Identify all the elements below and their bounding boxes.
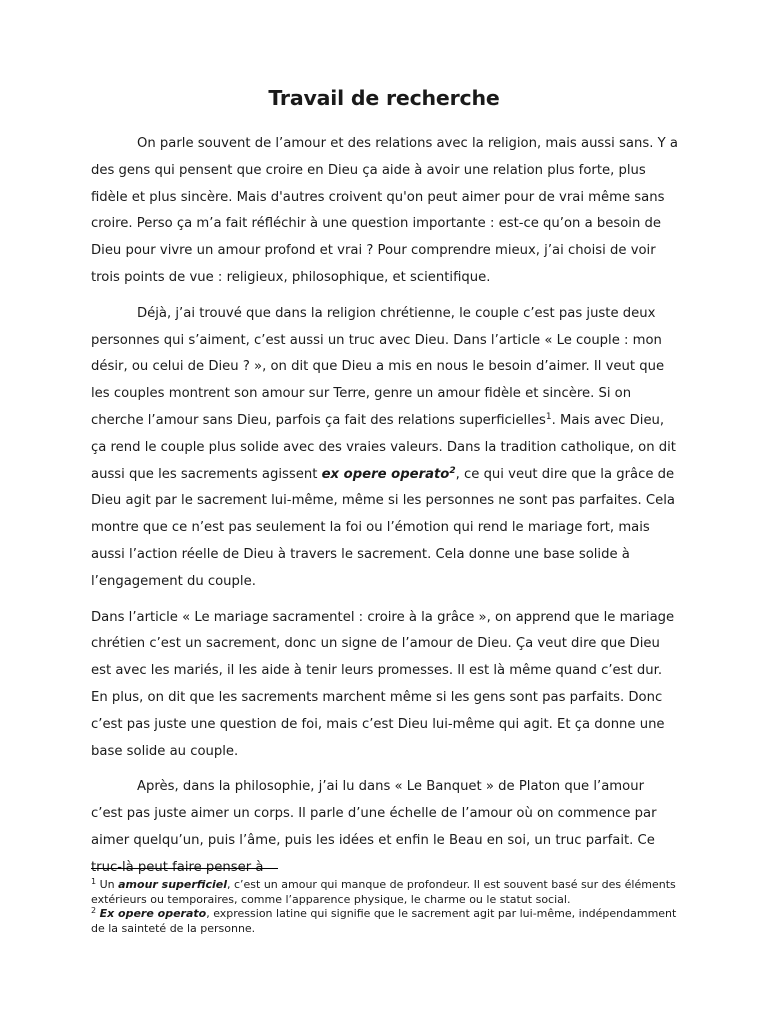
footnote-marker: 2 [91,906,97,915]
text-run: , c’est un amour qui manque de profondeur. Il est souvent basé sur des éléments extérieurs ou temporaires, comme l’apparence physique, le charme ou le statut social. [91,878,676,906]
emphasized-term: Ex opere operato [99,907,207,920]
text-run: Déjà, j’ai trouvé que dans la religion chrétienne, le couple c’est pas juste deux personnes qui s’aiment, c’est aussi un truc avec Dieu. Dans l’article « Le couple : mon désir, ou celui de Dieu ? », on dit que Dieu a mis en nous le besoin d’aimer. Il veut que les couples montrent son amour sur Terre, genre un amour fidèle et sincère. Si on cherche l’amour sans Dieu, parfois ça fait des relations superficielles [91,305,665,428]
text-run: Dans l’article « Le mariage sacramentel : croire à la grâce », on apprend que le mariage chrétien c’est un sacrement, donc un signe de l’amour de Dieu. Ça veut dire que Dieu est avec les mariés, il les aide à tenir leurs promesses. Il est là même quand c’est dur. En plus, on dit que les sacrements marchent même si les gens sont pas parfaits. Donc c’est pas juste une question de foi, mais c’est Dieu lui-même qui agit. Et ça donne une base solide au couple. [91,609,675,759]
paragraph-sacramental-marriage [91,605,679,766]
footnote-marker: 1 [545,411,552,422]
text-run: Après, dans la philosophie, j’ai lu dans « Le Banquet » de Platon que l’amour c’est pas juste aimer un corps. Il parle d’une échelle de l’amour où on commence par aimer quelqu’un, puis l’âme, puis les idées et enfin le Beau en soi, un truc parfait. Ce truc-là peut faire penser à [91,779,657,875]
text-run: . Mais avec Dieu, ça rend le couple plus solide avec des vraies valeurs. Dans la tradition catholique, on dit aussi que les sacrements agissent [91,412,676,482]
footnote-marker: 2 [449,465,456,476]
footnote-marker: 1 [91,877,97,886]
footnote-separator [91,868,278,869]
footnote-1 [91,878,679,907]
footnotes [91,878,679,936]
document-title: Travail de recherche [268,86,500,110]
footnote-2 [91,907,679,936]
document-body [91,131,679,891]
paragraph-introduction [91,131,679,292]
emphasized-term: ex opere operato [321,466,450,482]
paragraph-philosophy [91,774,679,881]
emphasized-term: amour superficiel [118,878,227,891]
text-run: , expression latine qui signifie que le sacrement agit par lui-même, indépendamment de la sainteté de la personne. [91,907,677,935]
paragraph-religion [91,301,679,596]
text-run: On parle souvent de l’amour et des relations avec la religion, mais aussi sans. Y a des gens qui pensent que croire en Dieu ça aide à avoir une relation plus forte, plus fidèle et plus sincère. Mais d'autres croivent qu'on peut aimer pour de vrai même sans croire. Perso ça m’a fait réfléchir à une question importante : est-ce qu’on a besoin de Dieu pour vivre un amour profond et vrai ? Pour comprendre mieux, j’ai choisi de voir trois points de vue : religieux, philosophique, et scientifique. [91,136,678,285]
text-run: , ce qui veut dire que la grâce de Dieu agit par le sacrement lui-même, même si les personnes ne sont pas parfaites. Cela montre que ce n’est pas seulement la foi ou l’émotion qui rend le mariage fort, mais aussi l’action réelle de Dieu à travers le sacrement. Cela donne une base solide à l’engagement du couple. [91,466,675,589]
text-run: Un [96,878,119,891]
